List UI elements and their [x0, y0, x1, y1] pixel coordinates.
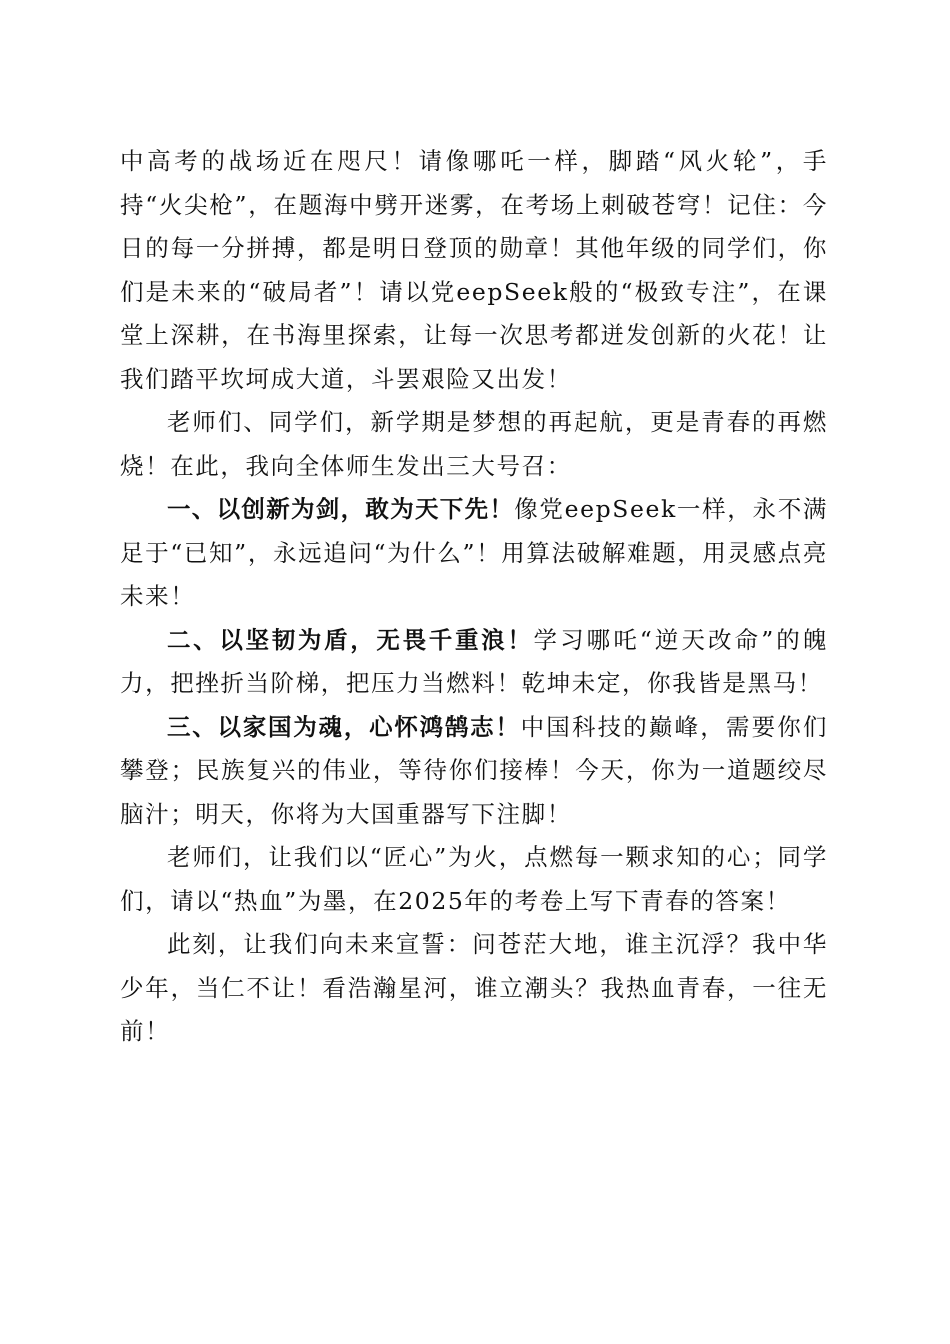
paragraph-text: 老师们，让我们以“匠心”为火，点燃每一颗求知的心；同学们，请以“热血”为墨，在2025年的考卷上写下青春的答案！ — [120, 843, 828, 915]
paragraph-text: 老师们、同学们，新学期是梦想的再起航，更是青春的再燃烧！在此，我向全体师生发出三大号召： — [120, 408, 828, 480]
paragraph-lead-heading: 二、以坚韧为盾，无畏千重浪！ — [167, 625, 534, 654]
paragraph-new-semester — [120, 401, 828, 488]
paragraph-call-innovation — [120, 488, 828, 619]
paragraph-text: 学习哪吒“逆天改命”的魄力，把挫折当阶梯，把压力当燃料！乾坤未定，你我皆是黑马！ — [120, 625, 828, 697]
paragraph-lead-heading: 一、以创新为剑，敢为天下先！ — [167, 495, 515, 523]
paragraph-text: 此刻，让我们向未来宣誓：问苍茫大地，谁主沉浮？我中华少年，当仁不让！看浩瀚星河，谁立潮头？我热血青春，一往无前！ — [120, 930, 828, 1045]
paragraph-text: 中国科技的巅峰，需要你们攀登；民族复兴的伟业，等待你们接棒！今天，你为一道题绞尽脑汁；明天，你将为大国重器写下注脚！ — [120, 712, 828, 828]
paragraph-call-resilience — [120, 619, 828, 706]
paragraph-oath — [120, 923, 828, 1054]
paragraph-text: 中高考的战场近在咫尺！请像哪吒一样，脚踏“风火轮”，手持“火尖枪”，在题海中劈开迷雾，在考场上刺破苍穹！记住：今日的每一分拼搏，都是明日登顶的勋章！其他年级的同学们，你们是未来的“破局者”！请以党eepSeek般的“极致专注”，在课堂上深耕，在书海里探索，让每一次思考都迸发创新的火花！让我们踏平坎坷成大道，斗罢艰险又出发！ — [120, 147, 828, 393]
paragraph-exam-call — [120, 140, 828, 401]
paragraph-teachers-students — [120, 836, 828, 923]
paragraph-lead-heading: 三、以家国为魂，心怀鸿鹄志！ — [167, 712, 521, 741]
paragraph-call-patriotism — [120, 706, 828, 837]
paragraph-text: 像党eepSeek一样，永不满足于“已知”，永远追问“为什么”！用算法破解难题，用灵感点亮未来！ — [120, 495, 828, 610]
document-body — [120, 140, 828, 1054]
